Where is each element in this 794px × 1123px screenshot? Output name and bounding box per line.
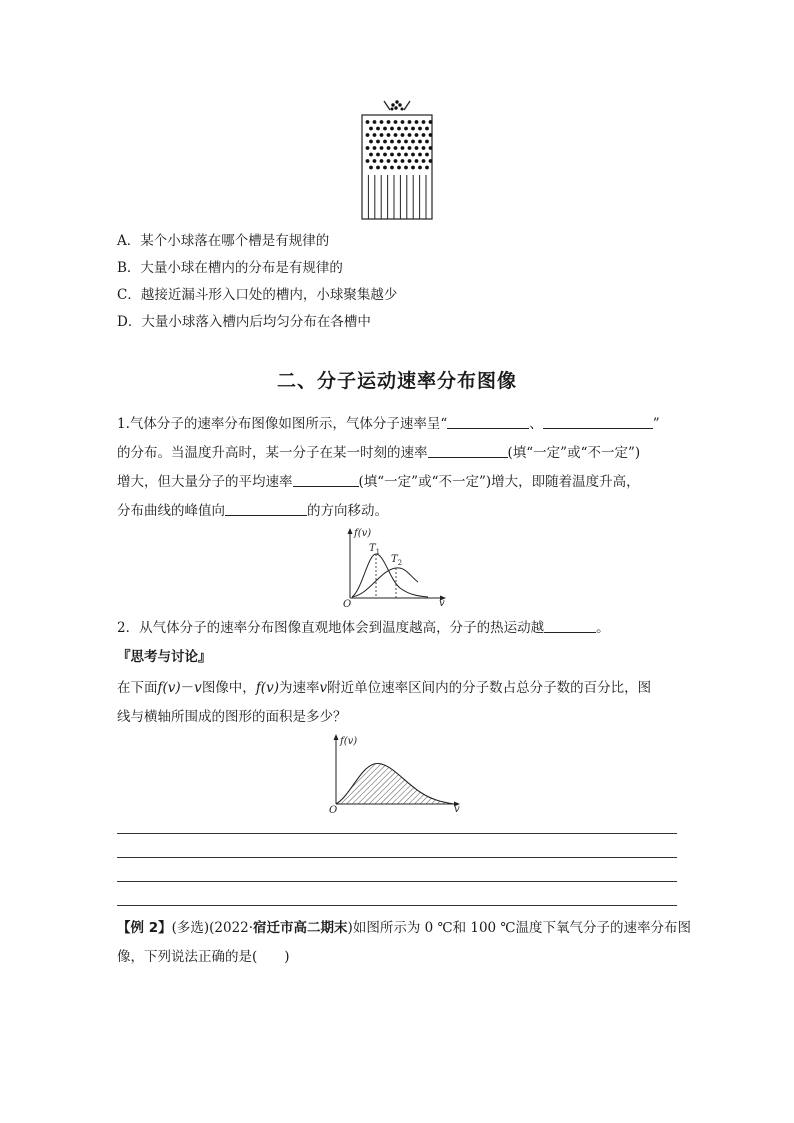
q2-text: 。 bbox=[596, 620, 610, 636]
peg bbox=[376, 153, 380, 157]
q1-text: 1.气体分子的速率分布图像如图所示，气体分子速率呈“ bbox=[117, 416, 448, 432]
peg bbox=[397, 153, 401, 157]
peg bbox=[394, 120, 398, 124]
answer-blank[interactable] bbox=[428, 456, 508, 458]
text: － bbox=[180, 680, 195, 696]
peg bbox=[404, 166, 408, 170]
peg bbox=[390, 127, 394, 131]
curve-t1 bbox=[352, 554, 428, 597]
peg bbox=[408, 120, 412, 124]
peg bbox=[411, 140, 415, 144]
x-axis-label: v bbox=[439, 598, 445, 608]
peg bbox=[369, 140, 373, 144]
peg bbox=[397, 127, 401, 131]
option-c: C．越接近漏斗形入口处的槽内，小球聚集越少 bbox=[117, 287, 398, 303]
peg bbox=[383, 127, 387, 131]
peg bbox=[383, 140, 387, 144]
peg bbox=[376, 127, 380, 131]
peg bbox=[408, 159, 412, 163]
peg bbox=[380, 133, 384, 137]
origin-label: O bbox=[343, 599, 352, 608]
example-tag: 【例 2】 bbox=[117, 920, 172, 936]
peg bbox=[387, 146, 391, 150]
t1-label: T bbox=[369, 543, 376, 554]
peg bbox=[422, 159, 426, 163]
example-2 bbox=[117, 914, 692, 972]
answer-blank[interactable] bbox=[225, 514, 307, 516]
q1-text: ” bbox=[652, 416, 660, 432]
peg bbox=[411, 153, 415, 157]
peg bbox=[425, 140, 429, 144]
peg bbox=[390, 140, 394, 144]
peg bbox=[415, 133, 419, 137]
peg bbox=[366, 146, 370, 150]
peg bbox=[373, 133, 377, 137]
peg bbox=[401, 159, 405, 163]
t2-subscript: 2 bbox=[397, 559, 403, 567]
question-1 bbox=[117, 410, 682, 526]
text: 像，下列说法正确的是( ) bbox=[117, 949, 290, 965]
text: 附近单位速率区间内的分子数占总分子数的百分比，图 bbox=[327, 680, 652, 696]
peg bbox=[369, 127, 373, 131]
discussion-title: 『思考与讨论』 bbox=[117, 649, 212, 665]
peg bbox=[383, 153, 387, 157]
peg bbox=[429, 146, 433, 150]
text: 为速率 bbox=[278, 680, 320, 696]
peg bbox=[401, 133, 405, 137]
variable-symbol: v bbox=[194, 680, 202, 696]
peg bbox=[408, 133, 412, 137]
peg bbox=[390, 153, 394, 157]
y-axis-arrow bbox=[348, 528, 353, 534]
y-axis-arrow bbox=[334, 734, 339, 740]
q1-text: 分布曲线的峰值向 bbox=[117, 503, 225, 519]
peg bbox=[401, 120, 405, 124]
function-symbol: f(v) bbox=[157, 680, 181, 696]
answer-blank[interactable] bbox=[447, 427, 529, 429]
peg bbox=[422, 146, 426, 150]
option-b: B．大量小球在槽内的分布是有规律的 bbox=[117, 260, 343, 276]
peg bbox=[425, 153, 429, 157]
peg bbox=[394, 133, 398, 137]
function-symbol: f(v) bbox=[255, 680, 279, 696]
peg bbox=[429, 159, 433, 163]
section-heading: 二、分子运动速率分布图像 bbox=[276, 370, 517, 392]
peg bbox=[387, 133, 391, 137]
discussion-text bbox=[117, 674, 682, 732]
peg bbox=[380, 146, 384, 150]
peg bbox=[383, 166, 387, 170]
peg bbox=[380, 159, 384, 163]
text: 线与横轴所围成的图形的面积是多少？ bbox=[117, 709, 347, 725]
peg bbox=[394, 146, 398, 150]
peg bbox=[387, 120, 391, 124]
peg bbox=[415, 120, 419, 124]
peg bbox=[418, 140, 422, 144]
q1-text: 、 bbox=[529, 416, 543, 432]
answer-line[interactable] bbox=[117, 857, 677, 858]
q1-text: (填“一定”或“不一定”) bbox=[507, 445, 641, 461]
peg bbox=[376, 140, 380, 144]
q2-text: 2．从气体分子的速率分布图像直观地体会到温度越高，分子的热运动越 bbox=[117, 620, 545, 636]
answer-blank[interactable] bbox=[293, 485, 359, 487]
option-a: A．某个小球落在哪个槽是有规律的 bbox=[117, 233, 330, 249]
peg bbox=[401, 146, 405, 150]
peg bbox=[429, 120, 433, 124]
y-axis-label: f(v) bbox=[354, 528, 372, 539]
peg bbox=[404, 153, 408, 157]
peg-grid bbox=[366, 120, 433, 169]
peg bbox=[397, 166, 401, 170]
area-under-curve-figure bbox=[324, 730, 466, 814]
text: )如图所示为 0 ℃和 100 ℃温度下氧气分子的速率分布图 bbox=[347, 920, 692, 936]
text: (多选)(2022· bbox=[171, 920, 254, 936]
peg bbox=[373, 120, 377, 124]
x-axis-label: v bbox=[454, 804, 460, 814]
peg bbox=[373, 159, 377, 163]
answer-line[interactable] bbox=[117, 881, 677, 882]
peg bbox=[408, 146, 412, 150]
y-axis-label: f(v) bbox=[340, 736, 358, 747]
answer-line[interactable] bbox=[117, 833, 677, 834]
peg bbox=[418, 153, 422, 157]
peg bbox=[411, 127, 415, 131]
q1-text: 的方向移动。 bbox=[307, 503, 388, 519]
variable-symbol: v bbox=[319, 680, 328, 696]
text: 在下面 bbox=[117, 680, 158, 696]
peg bbox=[369, 153, 373, 157]
peg bbox=[418, 127, 422, 131]
collection-slots bbox=[368, 175, 426, 219]
peg bbox=[425, 127, 429, 131]
question-2 bbox=[117, 614, 682, 643]
peg bbox=[404, 127, 408, 131]
q1-text: 增大，但大量分子的平均速率 bbox=[117, 474, 293, 490]
peg bbox=[366, 159, 370, 163]
peg bbox=[394, 159, 398, 163]
t2-label: T bbox=[391, 554, 398, 565]
peg bbox=[418, 166, 422, 170]
peg bbox=[411, 166, 415, 170]
peg bbox=[373, 146, 377, 150]
svg-text:T2 bbox=[391, 554, 402, 567]
peg bbox=[387, 159, 391, 163]
peg bbox=[366, 133, 370, 137]
peg bbox=[397, 140, 401, 144]
peg bbox=[429, 133, 433, 137]
text: 图像中， bbox=[201, 680, 256, 696]
peg bbox=[404, 140, 408, 144]
peg bbox=[425, 166, 429, 170]
peg bbox=[422, 133, 426, 137]
q1-text: 的分布。当温度升高时，某一分子在某一时刻的速率 bbox=[117, 445, 428, 461]
galton-board-figure bbox=[356, 97, 438, 223]
answer-blank[interactable] bbox=[544, 631, 596, 633]
answer-blank[interactable] bbox=[543, 427, 653, 429]
peg bbox=[366, 120, 370, 124]
peg bbox=[422, 120, 426, 124]
peg bbox=[390, 166, 394, 170]
peg bbox=[415, 146, 419, 150]
peg bbox=[380, 120, 384, 124]
peg bbox=[369, 166, 373, 170]
peg bbox=[415, 159, 419, 163]
t1-subscript: 1 bbox=[375, 548, 381, 556]
source-label: 宿迁市高二期末 bbox=[253, 920, 348, 936]
answer-line[interactable] bbox=[117, 905, 677, 906]
origin-label: O bbox=[329, 805, 338, 814]
peg bbox=[376, 166, 380, 170]
speed-distribution-figure bbox=[340, 524, 450, 608]
falling-balls bbox=[391, 100, 404, 110]
option-d: D．大量小球落入槽内后均匀分布在各槽中 bbox=[117, 314, 371, 330]
q1-text: (填“一定”或“不一定”)增大，即随着温度升高， bbox=[358, 474, 640, 490]
